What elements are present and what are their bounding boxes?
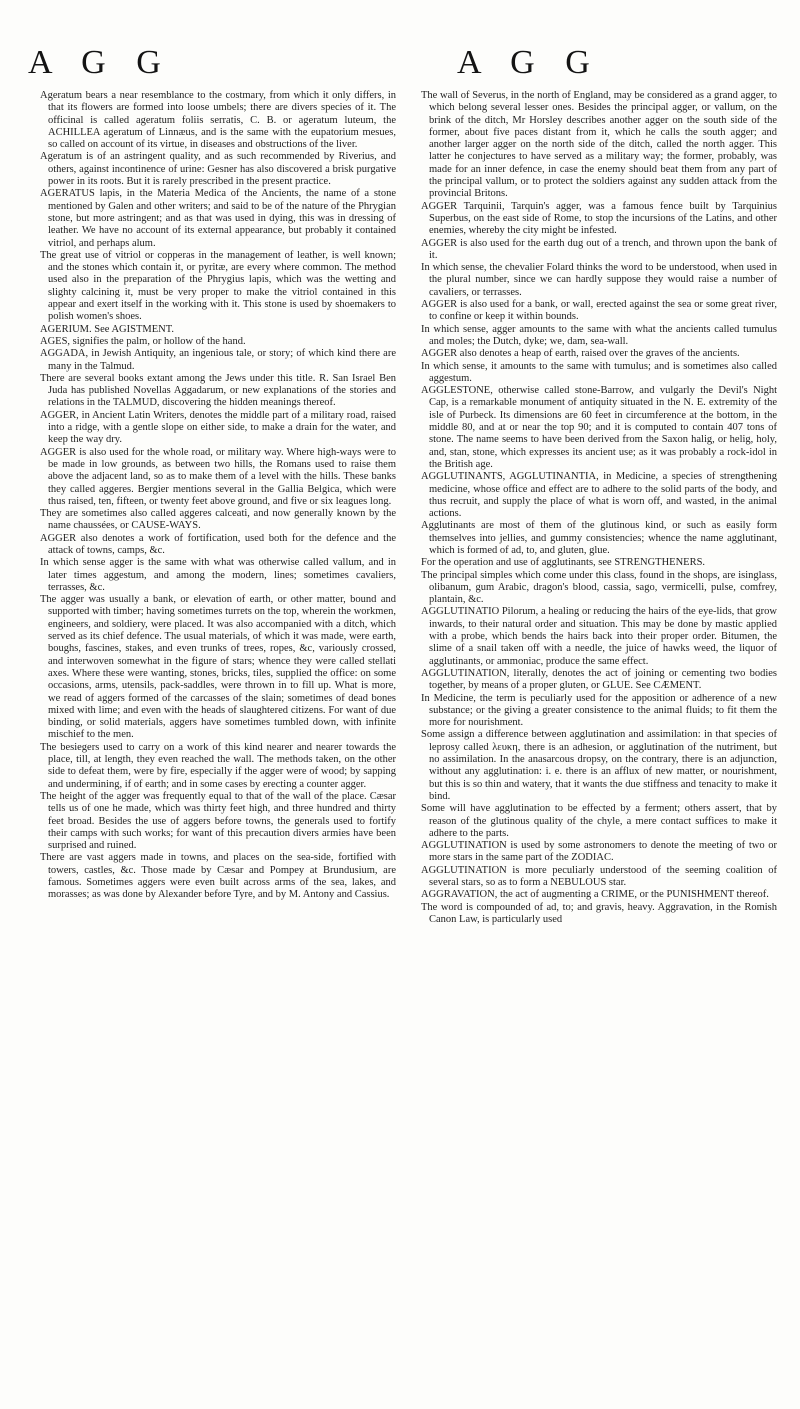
- paragraph: AGGER is also used for a bank, or wall, erected against the sea or some great river, to confine or keep it within bounds.: [421, 299, 777, 323]
- paragraph: AGGLUTINATION is more peculiarly understood of the seeming coalition of several stars, so as to form a NEBULOUS star.: [421, 864, 777, 888]
- paragraph: AGGADA, in Jewish Antiquity, an ingenious tale, or story; of which kind there are many in the Talmud.: [40, 348, 396, 372]
- paragraph: The height of the agger was frequently equal to that of the wall of the place. Cæsar tells us of one he made, which was thirty feet high, and three hundred and thirty feet broad. Besides the use of aggers before towns, the generals used to fortify their camps with such works; for want of this precaution divers armies have been surprised and ruined.: [40, 790, 396, 852]
- paragraph: Some assign a difference between agglutination and assimilation: in that species of leprosy called λευκη, there is an adhesion, or agglutination of the nutriment, but no assimilation. In the anasarcous dropsy, on the contrary, there is an adjunction, without any agglutination: i. e. there is an afflux of new matter, or nourishment, but this is so thin and watery, that it wants the due stiffness and tenacity to make it bind.: [421, 729, 777, 802]
- paragraph: AGGER, in Ancient Latin Writers, denotes the middle part of a military road, raised into a ridge, with a gentle slope on either side, to make a drain for the water, and keep the way dry.: [40, 409, 396, 446]
- paragraph: The wall of Severus, in the north of England, may be considered as a grand agger, to which belong several lesser ones. Besides the principal agger, or vallum, on the brink of the ditch, Mr Horsley describes another agger on the south side of the former, about five paces distant from it, which he calls the south agger; and another larger agger on the north side of the ditch, called the north agger. This latter he conjectures to have served as a military way; the former, probably, was made for an inner defence, in case the enemy should beat them from any part of the principal vallum, or to protect the soldiers against any sudden attack from the provincial Britons.: [421, 90, 777, 200]
- paragraph: The agger was usually a bank, or elevation of earth, or other matter, bound and supported with timber; having sometimes turrets on the top, wherein the workmen, engineers, and soldiery, were placed. It was also accompanied with a ditch, which served as its chief defence. The usual materials, of which it was made, were earth, boughs, fascines, stakes, and even trunks of trees, ropes, &c, variously crossed, and interwoven somewhat in the figure of stars; whence they were called stellati axes. Where these were wanting, stones, bricks, tiles, supplied the office: on some occasions, arms, utensils, pack-saddles, were thrown in to fill up. What is more, we read of aggers formed of the carcasses of the slain; sometimes of dead bones mixed with lime; and even with the heads of slaughtered citizens. For want of due binding, or solid materials, aggers have sometimes tumbled down, with infinite mischief to the men.: [40, 594, 396, 741]
- paragraph: Some will have agglutination to be effected by a ferment; others assert, that by reason of the glutinous quality of the chyle, a mere contact suffices to make it adhere to the parts.: [421, 803, 777, 839]
- paragraph: In which sense, agger amounts to the same with what the ancients called tumulus and moles; the Dutch, dyke; we, dam, sea-wall.: [421, 323, 777, 347]
- paragraph: AGGLESTONE, otherwise called stone-Barrow, and vulgarly the Devil's Night Cap, is a remarkable monument of antiquity situated in the N. E. extremity of the isle of Purbeck. Its dimensions are 60 feet in circumference at the bottom, in the middle 80, and at or near the top 90; and it is computed to contain 407 tons of stone. The name seems to have been derived from the Saxon halig, or helig, holy, and, stan, stone, which expresses its ancient use; as it was probably a rock-idol in the British age.: [421, 385, 777, 470]
- paragraph: The principal simples which come under this class, found in the shops, are isinglass, olibanum, gum Arabic, dragon's blood, cassia, sago, vermicelli, pulse, comfrey, plantain, &c.: [421, 569, 777, 606]
- paragraph: AGGLUTINATION is used by some astronomers to denote the meeting of two or more stars in the same part of the ZODIAC.: [421, 840, 777, 864]
- paragraph: AGGER is also used for the whole road, or military way. Where high-ways were to be made in low grounds, as between two hills, the Romans used to raise them above the adjacent land, so as to make them of a level with the hills. These banks they called aggeres. Bergier mentions several in the Gallia Belgica, which were thus raised, ten, fifteen, or twenty feet above ground, and five or six leagues long.: [40, 446, 396, 507]
- paragraph: AGGLUTINATION, literally, denotes the act of joining or cementing two bodies together, by means of a proper gluten, or GLUE. See CÆMENT.: [421, 667, 777, 692]
- paragraph: Ageratum is of an astringent quality, and as such recommended by Riverius, and others, against incontinence of urine: Gesner has also discovered a brisk purgative power in its roots. But it is rarely prescribed in the present practice.: [40, 151, 396, 188]
- paragraph: AGGER also denotes a work of fortification, used both for the defence and the attack of towns, camps, &c.: [40, 532, 396, 556]
- paragraph: The word is compounded of ad, to; and gravis, heavy. Aggravation, in the Romish Canon Law, is particularly used: [421, 901, 777, 925]
- paragraph: The great use of vitriol or copperas in the management of leather, is well known; and the stones which contain it, or pyritæ, are every where common. The method used also in the preparation of the Phrygius lapis, which was the wetting and slighty calcining it, must be very proper to make the vitriol contained in this appear and exert itself in the working with it. This stone is used by shoemakers to polish women's shoes.: [40, 249, 396, 323]
- paragraph: AGERIUM. See AGISTMENT.: [40, 323, 174, 335]
- paragraph: There are several books extant among the Jews under this title. R. San Israel Ben Juda has published Novellas Aggadarum, or new explanations of the stories and relations in the TALMUD, discovering the hidden meanings thereof.: [40, 372, 396, 409]
- paragraph: They are sometimes also called aggeres calceati, and now generally known by the name chaussées, or CAUSE-WAYS.: [40, 508, 396, 532]
- left-text-column: [40, 90, 396, 1390]
- header-right-guide-word: A G G: [457, 44, 601, 81]
- paragraph: In which sense agger is the same with what was otherwise called vallum, and in later times aggestum, and among the modern, lines; sometimes cavaliers, terrasses, &c.: [40, 557, 396, 593]
- paragraph: AGGLUTINATIO Pilorum, a healing or reducing the hairs of the eye-lids, that grow inwards, to their natural order and situation. This may be done by mastic applied with a probe, which bends the hairs back into their proper order. Bitumen, the slime of a snail taken off with a needle, the juice of hawks weed, the liquor of agglutinants, or ammoniac, produce the same effect.: [421, 606, 777, 667]
- running-header: [0, 44, 800, 84]
- paragraph: In which sense, the chevalier Folard thinks the word to be understood, when used in the plural number, since we can hardly suppose they would raise a number of cavaliers, or terrasses.: [421, 262, 777, 298]
- paragraph: AGGER also denotes a heap of earth, raised over the graves of the ancients.: [421, 348, 740, 360]
- paragraph: AGGLUTINANTS, AGGLUTINANTIA, in Medicine, a species of strengthening medicine, whose office and effect are to adhere to the solid parts of the body, and thus recruit, and supply the place of what is worn off, and wasted, in the animal actions.: [421, 471, 777, 520]
- paragraph: Agglutinants are most of them of the glutinous kind, or such as easily form themselves into jellies, and gummy consistencies; whence the name agglutinant, which is formed of ad, to, and gluten, glue.: [421, 520, 777, 556]
- paragraph: Ageratum bears a near resemblance to the costmary, from which it only differs, in that its flowers are formed into loose umbels; there are divers species of it. The officinal is called ageratum foliis serratis, C. B. or ageratum luteum, the ACHILLEA ageratum of Linnæus, and is the same with the eupatorium mesues, so called on account of its virtue, in diseases and obstructions of the liver.: [40, 90, 396, 151]
- paragraph: There are vast aggers made in towns, and places on the sea-side, fortified with towers, castles, &c. Those made by Cæsar and Pompey at Brundusium, are famous. Sometimes aggers were even built across arms of the sea, lakes, and morasses; as was done by Alexander before Tyre, and by M. Antony and Cassius.: [40, 852, 396, 901]
- right-text-column: [421, 90, 777, 1390]
- paragraph: AGES, signifies the palm, or hollow of the hand.: [40, 335, 246, 347]
- paragraph: The besiegers used to carry on a work of this kind nearer and nearer towards the place, till, at length, they even reached the wall. The methods taken, on the other side to defeat them, were by fire, especially if the agger were of wood; by sapping and undermining, if of earth; and in some cases by erecting a counter agger.: [40, 741, 396, 790]
- paragraph: AGERATUS lapis, in the Materia Medica of the Ancients, the name of a stone mentioned by Galen and other writers; and said to be of the nature of the Phrygian stone, but more astringent; and as that was used in dying, this was in dressing of leather. We have no account of its external appearance, but probably it contained vitriol, and perhaps alum.: [40, 188, 396, 249]
- paragraph: AGGER Tarquinii, Tarquin's agger, was a famous fence built by Tarquinius Superbus, on the east side of Rome, to stop the incursions of the Latins, and other enemies, whereby the city might be infested.: [421, 200, 777, 237]
- paragraph: For the operation and use of agglutinants, see STRENGTHENERS.: [421, 557, 706, 569]
- paragraph: AGGRAVATION, the act of augmenting a CRIME, or the PUNISHMENT thereof.: [421, 889, 769, 901]
- header-left-guide-word: A G G: [28, 44, 172, 81]
- paragraph: AGGER is also used for the earth dug out of a trench, and thrown upon the bank of it.: [421, 237, 777, 261]
- paragraph: In Medicine, the term is peculiarly used for the apposition or adherence of a new substance; or the giving a greater consistence to the animal fluids; to fit them the more for nourishment.: [421, 692, 777, 729]
- paragraph: In which sense, it amounts to the same with tumulus; and is sometimes also called aggestum.: [421, 360, 777, 384]
